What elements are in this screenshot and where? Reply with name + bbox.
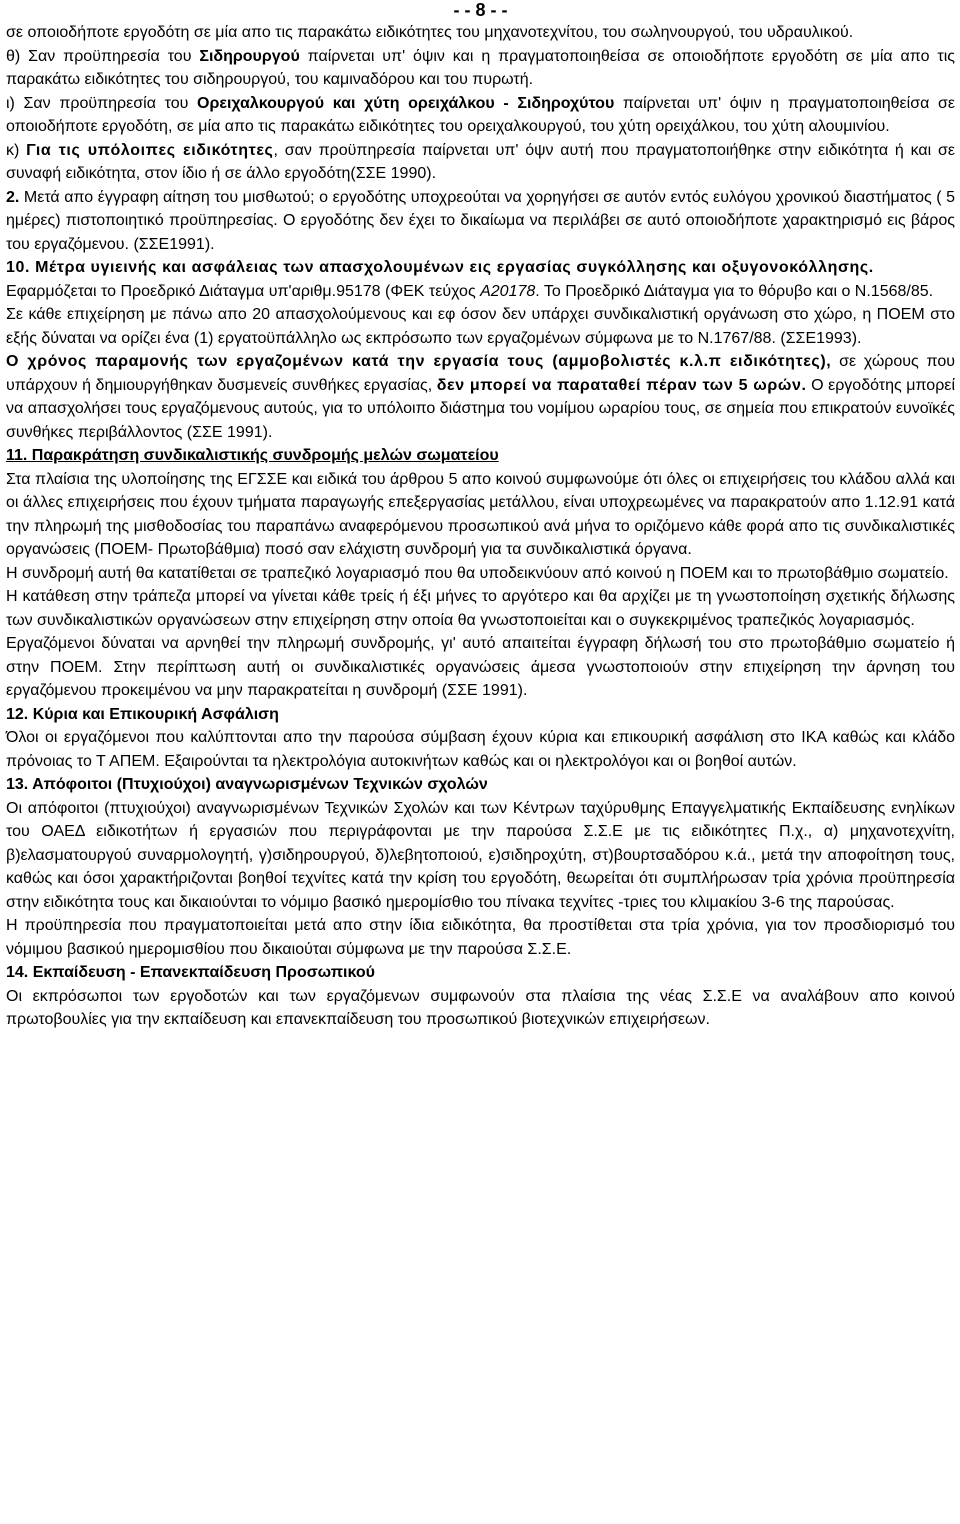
item-number: 2. — [6, 188, 20, 206]
section-heading-12: 12. Κύρια και Επικουρική Ασφάλιση — [6, 705, 279, 723]
paragraph-theta — [6, 45, 955, 92]
section-heading-11: 11. Παρακράτηση συνδικαλιστικής συνδρομής μελών σωματείου — [6, 447, 499, 464]
text-run: ι) Σαν προϋπηρεσία του — [6, 94, 197, 112]
text-run: σε χώρους που υπάρχουν ή δημιουργήθηκαν δυσμενείς συνθήκες εργασίας, — [6, 353, 955, 394]
text-run: , σαν προϋπηρεσία παίρνεται υπ' όψν αυτή που πραγματοποιήθηκε στην ειδικότητα ή και σε συναφή ειδικότητα, στον ίδιο ή σε άλλο εργοδότη(ΣΣΕ 1990). — [6, 141, 956, 182]
paragraph-11b: Η συνδρομή αυτή θα κατατίθεται σε τραπεζικό λογαριασμό που θα υποδεικνύουν από κοινού η ΠΟΕΜ και το πρωτοβάθμιο σωματείο. — [6, 564, 949, 582]
text-run: παίρνεται υπ' όψιν και η πραγματοποιηθείσα σε οποιοδήποτε εργοδότη σε μία απο τις παρακάτω ειδικότητες του σιδηρουργού, του καμιναδόρου και του πυρωτή. — [6, 47, 956, 88]
paragraph-11d: Εργαζόμενοι δύναται να αρνηθεί την πληρωμή συνδρομής, γι' αυτό απαιτείται έγγραφη δήλωσή του στο πρωτοβάθμιο σωματείο ή στην ΠΟΕΜ. Στην περίπτωση αυτή οι συνδικαλιστικές οργανώσεις άμεσα γνωστοποιούν στην επιχείρηση την άρνηση του εργαζόμενου προκειμένου να μην παρακρατείται η συνδρομή (ΣΣΕ 1991). — [6, 635, 955, 699]
paragraph-13b: Η προϋπηρεσία που πραγματοποιείται μετά απο στην ίδια ειδικότητα, θα προστίθεται στα τρία χρόνια, για τον προσδιορισμό του νόμιμου βασικού ημερομισθίου που δικαιούται σύμφωνα με την παρούσα Σ.Σ.Ε. — [6, 917, 955, 958]
paragraph-10c — [6, 350, 955, 444]
section-heading-10: 10. Μέτρα υγιεινής και ασφάλειας των απασχολουμένων εις εργασίας συγκόλλησης και οξυγονοκόλλησης. — [6, 259, 874, 276]
paragraph-12: Όλοι οι εργαζόμενοι που καλύπτονται απο την παρούσα σύμβαση έχουν κύρια και επικουρική ασφάλιση στο ΙΚΑ καθώς και κλάδο πρόνοιας το Τ ΑΠΕΜ. Εξαιρούνται τα ηλεκτρολόγια αυτοκινήτων καθώς και οι ηλεκτρολόγοι και οι βοηθοί αυτών. — [6, 729, 955, 770]
paragraph-14: Οι εκπρόσωποι των εργοδοτών και των εργαζόμενων συμφωνούν στα πλαίσια της νέας Σ.Σ.Ε να αναλάβουν απο κοινού πρωτοβουλίες για την εκπαίδευση και επανεκπαίδευση του προσωπικού βιοτεχνικών επιχειρήσεων. — [6, 987, 955, 1028]
text-run: Ο εργοδότης μπορεί να απασχολήσει τους εργαζόμενους αυτούς, για το υπόλοιπο διάστημα του νομίμου ωραρίου τους, σε σημεία που επικρατούν ευνοϊκές συνθήκες περιβάλλοντος (ΣΣΕ 1991). — [6, 376, 955, 441]
paragraph-2 — [6, 186, 955, 257]
text-run: Μετά απο έγγραφη αίτηση του μισθωτού; ο εργοδότης υποχρεούται να χορηγήσει σε αυτόν εντός ευλόγου χρονικού διαστήματος ( 5 ημέρες) πιστοποιητικό προϋπηρεσίας. Ο εργοδότης δεν έχει το δικαίωμα να περιλάβει σε αυτό οποιοδήποτε χαρακτηρισμό εις βάρος του εργαζόμενου. (ΣΣΕ1991). — [6, 188, 955, 253]
text-run: παίρνεται υπ' όψιν η πραγματοποιηθείσα σε οποιοδήποτε εργοδότη, σε μία απο τις παρακάτω ειδικότητες του ορειχαλκουργού, του χύτη ορειχάλκου, του χύτη αλουμινίου. — [6, 94, 956, 135]
section-heading-13: 13. Απόφοιτοι (Πτυχιούχοι) αναγνωρισμένων Τεχνικών σχολών — [6, 776, 488, 793]
text-run: Εφαρμόζεται το Προεδρικό Διάταγμα υπ'αριθμ.95178 (ΦΕΚ τεύχος — [6, 282, 481, 300]
paragraph-10b: Σε κάθε επιχείρηση με πάνω απο 20 απασχολούμενους και εφ όσον δεν υπάρχει συνδικαλιστική οργάνωση στο χώρο, η ΠΟΕΜ στο εξής δύναται να ορίζει ένα (1) εργατοϋπάλληλο ως εκπρόσωπο των εργαζομένων σύμφωνα με το Ν.1767/88. (ΣΣΕ1993). — [6, 306, 955, 347]
bold-statement-stay-time: Ο χρόνος παραμονής των εργαζομένων κατά την εργασία τους (αμμοβολιστές κ.λ.π ειδικότητες), — [6, 353, 832, 370]
bold-term-other-specialties: Για τις υπόλοιπες ειδικότητες — [26, 141, 274, 159]
paragraph-10a — [6, 280, 955, 304]
bold-statement-max-hours: δεν μπορεί να παραταθεί πέραν των 5 ωρών. — [436, 376, 807, 394]
text-run: θ) Σαν προϋπηρεσία του — [6, 47, 200, 65]
text-run: κ) — [6, 141, 27, 159]
paragraph-continuation: σε οποιοδήποτε εργοδότη σε μία απο τις παρακάτω ειδικότητες του μηχανοτεχνίτου, του σωληνουργού, του υδραυλικού. — [6, 24, 854, 41]
bold-term-blacksmith: Σιδηρουργού — [199, 47, 300, 65]
page-number: - - 8 - - — [453, 0, 508, 20]
italic-issue-ref: Α20178 — [480, 282, 536, 300]
paragraph-11a: Στα πλαίσια της υλοποίησης της ΕΓΣΣΕ και ειδικά του άρθρου 5 απο κοινού συμφωνούμε ότι όλες οι επιχειρήσεις του κλάδου αλλά και οι άλλες επιχειρήσεις που έχουν τμήματα παραγωγής επεξεργασίας μετάλλου, είναι υποχρεωμένες να παρακρατούν απο 1.12.91 κατά την πληρωμή της μισθοδοσίας του παραπάνω αναφερόμενου προσωπικού ανά μήνα το οριζόμενο κάθε φορά απο τις συνδικαλιστικές οργανώσεις (ΠΟΕΜ- Πρωτοβάθμια) ποσό σαν ελάχιστη συνδρομή για τα συνδικαλιστικά όργανα. — [6, 470, 955, 558]
paragraph-11c: Η κατάθεση στην τράπεζα μπορεί να γίνεται κάθε τρείς ή έξι μήνες το αργότερο και θα αρχίζει με τη γνωστοποίηση σχετικής δήλωσης των συνδικαλιστικών οργανώσεων στην επιχείρηση στην οποία θα γνωστοποιείται και ο συγκεκριμένος τραπεζικός λογαριασμός. — [6, 588, 955, 629]
text-run: . Το Προεδρικό Διάταγμα για το θόρυβο και ο Ν.1568/85. — [535, 282, 934, 300]
paragraph-13a: Οι απόφοιτοι (πτυχιούχοι) αναγνωρισμένων Τεχνικών Σχολών και των Κέντρων ταχύρυθμης Επαγγελματικής Εκπαίδευσης ενηλίκων του ΟΑΕΔ ειδικοτήτων ή εργασιών που περιγράφονται με την παρούσα Σ.Σ.Ε με τις ειδικότητες Π.χ., α) μηχανοτεχνίτη, β)ελασματουργού συναρμολογητή, γ)σιδηρουργού, δ)λεβητοποιού, ε)σιδηροχύτη, στ)βουρτσαδόρου κ.ά., μετά την αποφοίτηση τους, καθώς και όσοι χαρακτήριζονται βοηθοί τεχνίτες κατά την κρίση του εργοδότη, θεωρείται ότι συμπλήρωσαν τρία χρόνια προϋπηρεσία στην ειδικότητα τους και δικαιούνται το νόμιμο βασικό ημερομίσθιο του πίνακα τεχνίτες -τριες του κλιμακίου 3-6 της παρούσας. — [6, 799, 955, 911]
paragraph-kappa — [6, 139, 955, 186]
bold-term-brass-worker: Ορειχαλκουργού και χύτη ορειχάλκου - Σιδηροχύτου — [197, 94, 615, 112]
paragraph-iota — [6, 92, 955, 139]
section-heading-14: 14. Εκπαίδευση - Επανεκπαίδευση Προσωπικού — [6, 964, 375, 981]
